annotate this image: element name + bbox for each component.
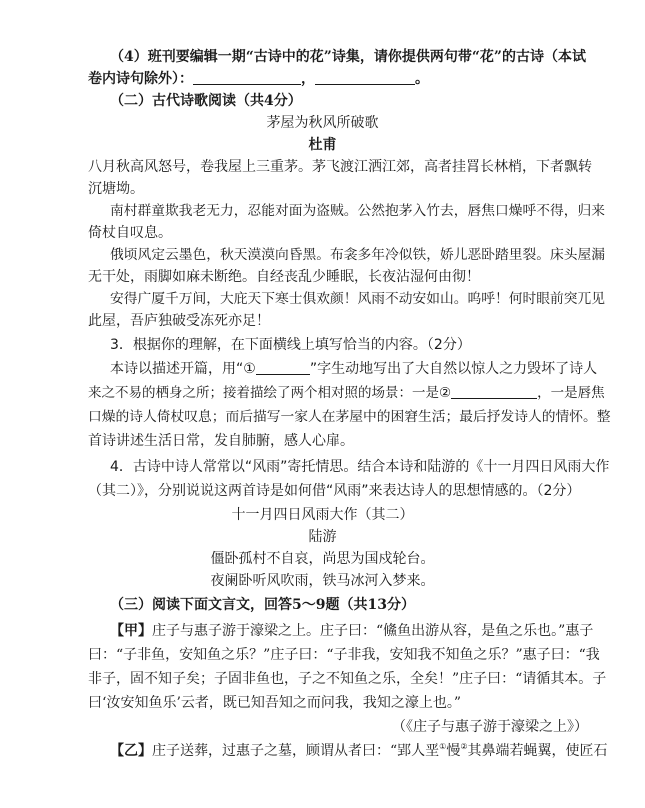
answer-blank-flower-2[interactable] <box>315 70 415 85</box>
separator: ， <box>301 71 315 87</box>
passage-jia-line-2: 曰：“子非鱼，安知鱼之乐？”庄子曰：“子非我，安知我不知鱼之乐？”惠子曰：“我 <box>88 647 600 663</box>
passage-jia-source: （《庄子与惠子游于濠梁之上》） <box>392 719 588 735</box>
q3-text: ，一是唇焦 <box>537 385 605 401</box>
poem-1-line: 安得广厦千万间，大庇天下寒士俱欢颜！风雨不动安如山。呜呼！何时眼前突兀见 <box>110 291 606 307</box>
section-3-heading: （三）阅读下面文言文，回答5～9题（共13分） <box>110 597 415 613</box>
poem-1-line: 南村群童欺我老无力，忍能对面为盗贼。公然抱茅入竹去，唇焦口燥呼不得，归来 <box>110 203 606 219</box>
passage-jia-line-1 <box>110 621 593 641</box>
poem-1-author: 杜甫 <box>308 137 337 153</box>
period: 。 <box>415 71 429 87</box>
passage-yi-line-1 <box>110 741 608 761</box>
answer-blank-1[interactable] <box>256 360 310 375</box>
poem-2-title: 十一月四日风雨大作（其二） <box>231 507 414 523</box>
passage-text: 慢 <box>446 743 461 759</box>
answer-blank-2[interactable] <box>451 384 537 399</box>
footnote-marker-2: ② <box>460 742 468 751</box>
poem-2-author: 陆游 <box>308 529 337 545</box>
question-4b-line-2: （其二）》，分别说说这两首诗是如何借“风雨”来表达诗人的思想情感的。（2分） <box>88 483 581 499</box>
poem-1-line: 八月秋高风怒号，卷我屋上三重茅。茅飞渡江洒江郊，高者挂罥长林梢，下者飘转 <box>88 159 592 175</box>
question-4-prefix: 卷内诗句除外）： <box>88 71 193 87</box>
passage-jia-line-4: 曰‘汝安知鱼乐’云者，既已知吾知之而问我，我知之濠上也。” <box>88 695 462 711</box>
passage-yi-label: 【乙】 <box>110 743 152 759</box>
answer-blank-flower-1[interactable] <box>193 70 301 85</box>
poem-1-line: 此屋，吾庐独破受冻死亦足！ <box>88 313 270 329</box>
passage-jia-label: 【甲】 <box>110 623 152 639</box>
question-3-line-3: 口燥的诗人倚杖叹息；而后描写一家人在茅屋中的困窘生活；最后抒发诗人的情怀。整 <box>88 409 611 425</box>
question-4-line-2 <box>88 69 429 89</box>
passage-text: 庄子送葬，过惠子之墓，顾谓从者曰：“郢人垩 <box>152 743 440 759</box>
poem-1-line: 无干处，雨脚如麻未断绝。自经丧乱少睡眠，长夜沾湿何由彻！ <box>88 269 480 285</box>
q3-text: ”字生动地写出了大自然以惊人之力毁坏了诗人 <box>309 361 598 377</box>
passage-text: 庄子与惠子游于濠梁之上。庄子曰：“鯈鱼出游从容，是鱼之乐也。”惠子 <box>152 623 594 639</box>
poem-1-line: 俄顷风定云墨色，秋天漠漠向昏黑。布衾多年冷似铁，娇儿恶卧踏里裂。床头屋漏 <box>110 247 606 263</box>
passage-text: 其鼻端若蝇翼，使匠石 <box>467 743 608 759</box>
question-4-line-1: （4）班刊要编辑一期“古诗中的花”诗集，请你提供两句带“花”的古诗（本试 <box>110 49 586 65</box>
question-3-line-2 <box>88 383 605 403</box>
question-3-line-4: 首诗讲述生活日常，发自肺腑，感人心扉。 <box>88 433 354 449</box>
poem-1-line: 倚杖自叹息。 <box>88 225 172 241</box>
passage-jia-line-3: 非子，固不知子矣；子固非鱼也，子之不知鱼之乐，全矣！”庄子曰：“请循其本。子 <box>88 671 607 687</box>
poem-2-line-1: 僵卧孤村不自哀，尚思为国戍轮台。 <box>210 551 435 567</box>
q3-text: 本诗以描述开篇，用“① <box>110 361 256 377</box>
poem-2-line-2: 夜阑卧听风吹雨，铁马冰河入梦来。 <box>210 573 435 589</box>
section-2-heading: （二）古代诗歌阅读（共4分） <box>110 93 302 109</box>
q3-text: 来之不易的栖身之所；接着描绘了两个相对照的场景：一是② <box>88 385 452 401</box>
poem-1-title: 茅屋为秋风所破歌 <box>266 115 379 131</box>
question-4b-line-1: 4．古诗中诗人常常以“风雨”寄托情思。结合本诗和陆游的《十一月四日风雨大作 <box>110 459 610 475</box>
poem-1-line: 沉塘坳。 <box>88 181 144 197</box>
footnote-marker-1: ① <box>439 742 447 751</box>
question-3-prompt: 3．根据你的理解，在下面横线上填写恰当的内容。（2分） <box>110 337 471 353</box>
question-3-line-1 <box>110 359 597 379</box>
